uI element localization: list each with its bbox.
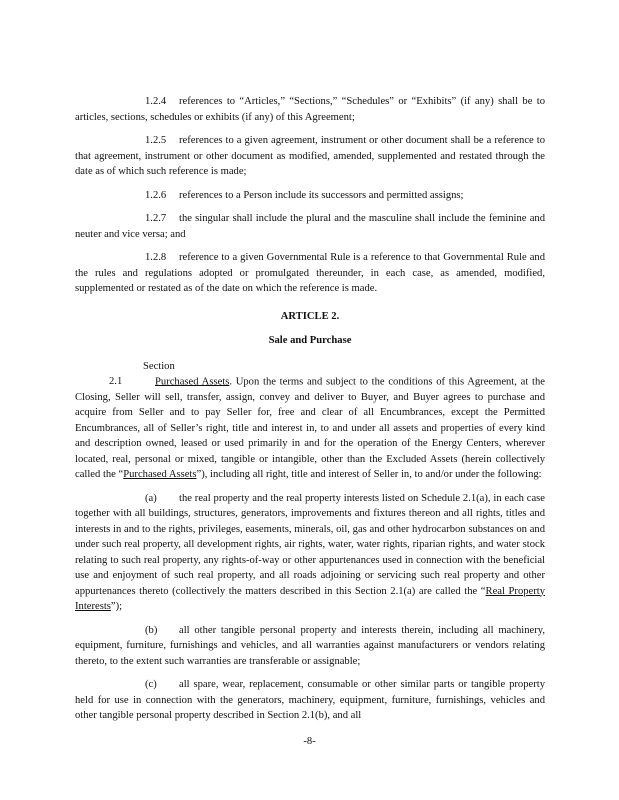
clause-label: (b) [145,624,158,636]
article-subheading: Sale and Purchase [268,335,352,346]
page-content [75,94,545,732]
definition-number: 1.2.5 [145,135,167,146]
article-heading: ARTICLE 2. [280,310,340,322]
definition-text: reference to a given Governmental Rule is a reference to that Governmental Rule and the rules and regulations adopted or promulgated thereunder, in each case, as amended, modified, supplemented or restated as of the date on which the reference is made. [75,252,545,294]
clause-c [75,677,545,724]
section-title: Purchased Assets [155,376,230,387]
definition-number: 1.2.8 [145,252,167,263]
clause-b [75,623,545,670]
defined-term-purchased-assets: Purchased Assets [123,469,197,480]
clause-a [75,491,545,615]
definition-number: 1.2.6 [145,189,167,201]
definition-1-2-7 [75,211,545,242]
definition-number: 1.2.4 [145,96,167,107]
clause-label: (a) [145,492,157,504]
definition-text: references to a given agreement, instrument or other document shall be a reference to that agreement, instrument or other document as modified, amended, supplemented and restated through the date as of which such reference is made; [75,135,545,177]
clause-text: all spare, wear, replacement, consumable or other similar parts or tangible property held for use in connection with the generators, machinery, equipment, furniture, furnishings, vehicles and other tangible personal property described in Section 2.1(b), and all [75,679,545,721]
definition-text: references to “Articles,” “Sections,” “Schedules” or “Exhibits” (if any) shall be to articles, sections, schedules or exhibits (if any) of this Agreement; [75,96,545,123]
definition-1-2-6 [75,188,545,204]
definition-1-2-4 [75,94,545,125]
definition-text: the singular shall include the plural and the masculine shall include the feminine and neuter and vice versa; and [75,213,545,240]
section-body-part-1: . Upon the terms and subject to the conditions of this Agreement, at the Closing, Seller will sell, transfer, assign, convey and deliver to Buyer, and Buyer agrees to purchase and acquire from Seller and to pay Seller for, free and clear of all Encumbrances, except the Permitted Encumbrances, all of Seller’s right, title and interest in, to and under all assets and properties of every kind and description owned, leased or used primarily in and for the operation of the Energy Centers, wherever located, real, personal or mixed, tangible or intangible, other than the Excluded Assets (herein collectively called the “ [75,376,545,480]
section-body-part-2: ”), including all right, title and interest of Seller in, to and/or under the following: [196,469,542,480]
defined-term-real-property-interests: Real Property Interests [75,585,546,612]
clause-label: (c) [145,679,157,690]
clause-text-part-2: ”); [110,601,123,612]
section-number: Section 2.1 [109,360,175,387]
definition-1-2-8 [75,250,545,297]
definition-1-2-5 [75,133,545,180]
section-2-1 [75,359,545,483]
clause-text-part-1: the real property and the real property interests listed on Schedule 2.1(a), in each case together with all buildings, structures, generators, improvements and fixtures thereon and all rights, titles and interests in and to the rights, privileges, easements, minerals, oil, gas and other hydrocarbon substances on and under such real property, all development rights, air rights, water, water rights, riparian rights, and water stock relating to such real property, any rights-of-way or other appurtenances used in connection with the beneficial use and enjoyment of such real property, and all roads adjoining or servicing such real property and other appurtenances thereto (collectively the matters described in this Section 2.1(a) are called the “ [75,492,545,597]
page-number: -8- [303,736,316,747]
clause-text: all other tangible personal property and interests therein, including all machinery, equipment, furniture, furnishings and vehicles, and all warranties against manufacturers or vendors relating thereto, to the extent such warranties are transferable or assignable; [75,624,545,667]
definition-text: references to a Person include its successors and permitted assigns; [179,189,464,201]
definition-number: 1.2.7 [145,213,167,224]
